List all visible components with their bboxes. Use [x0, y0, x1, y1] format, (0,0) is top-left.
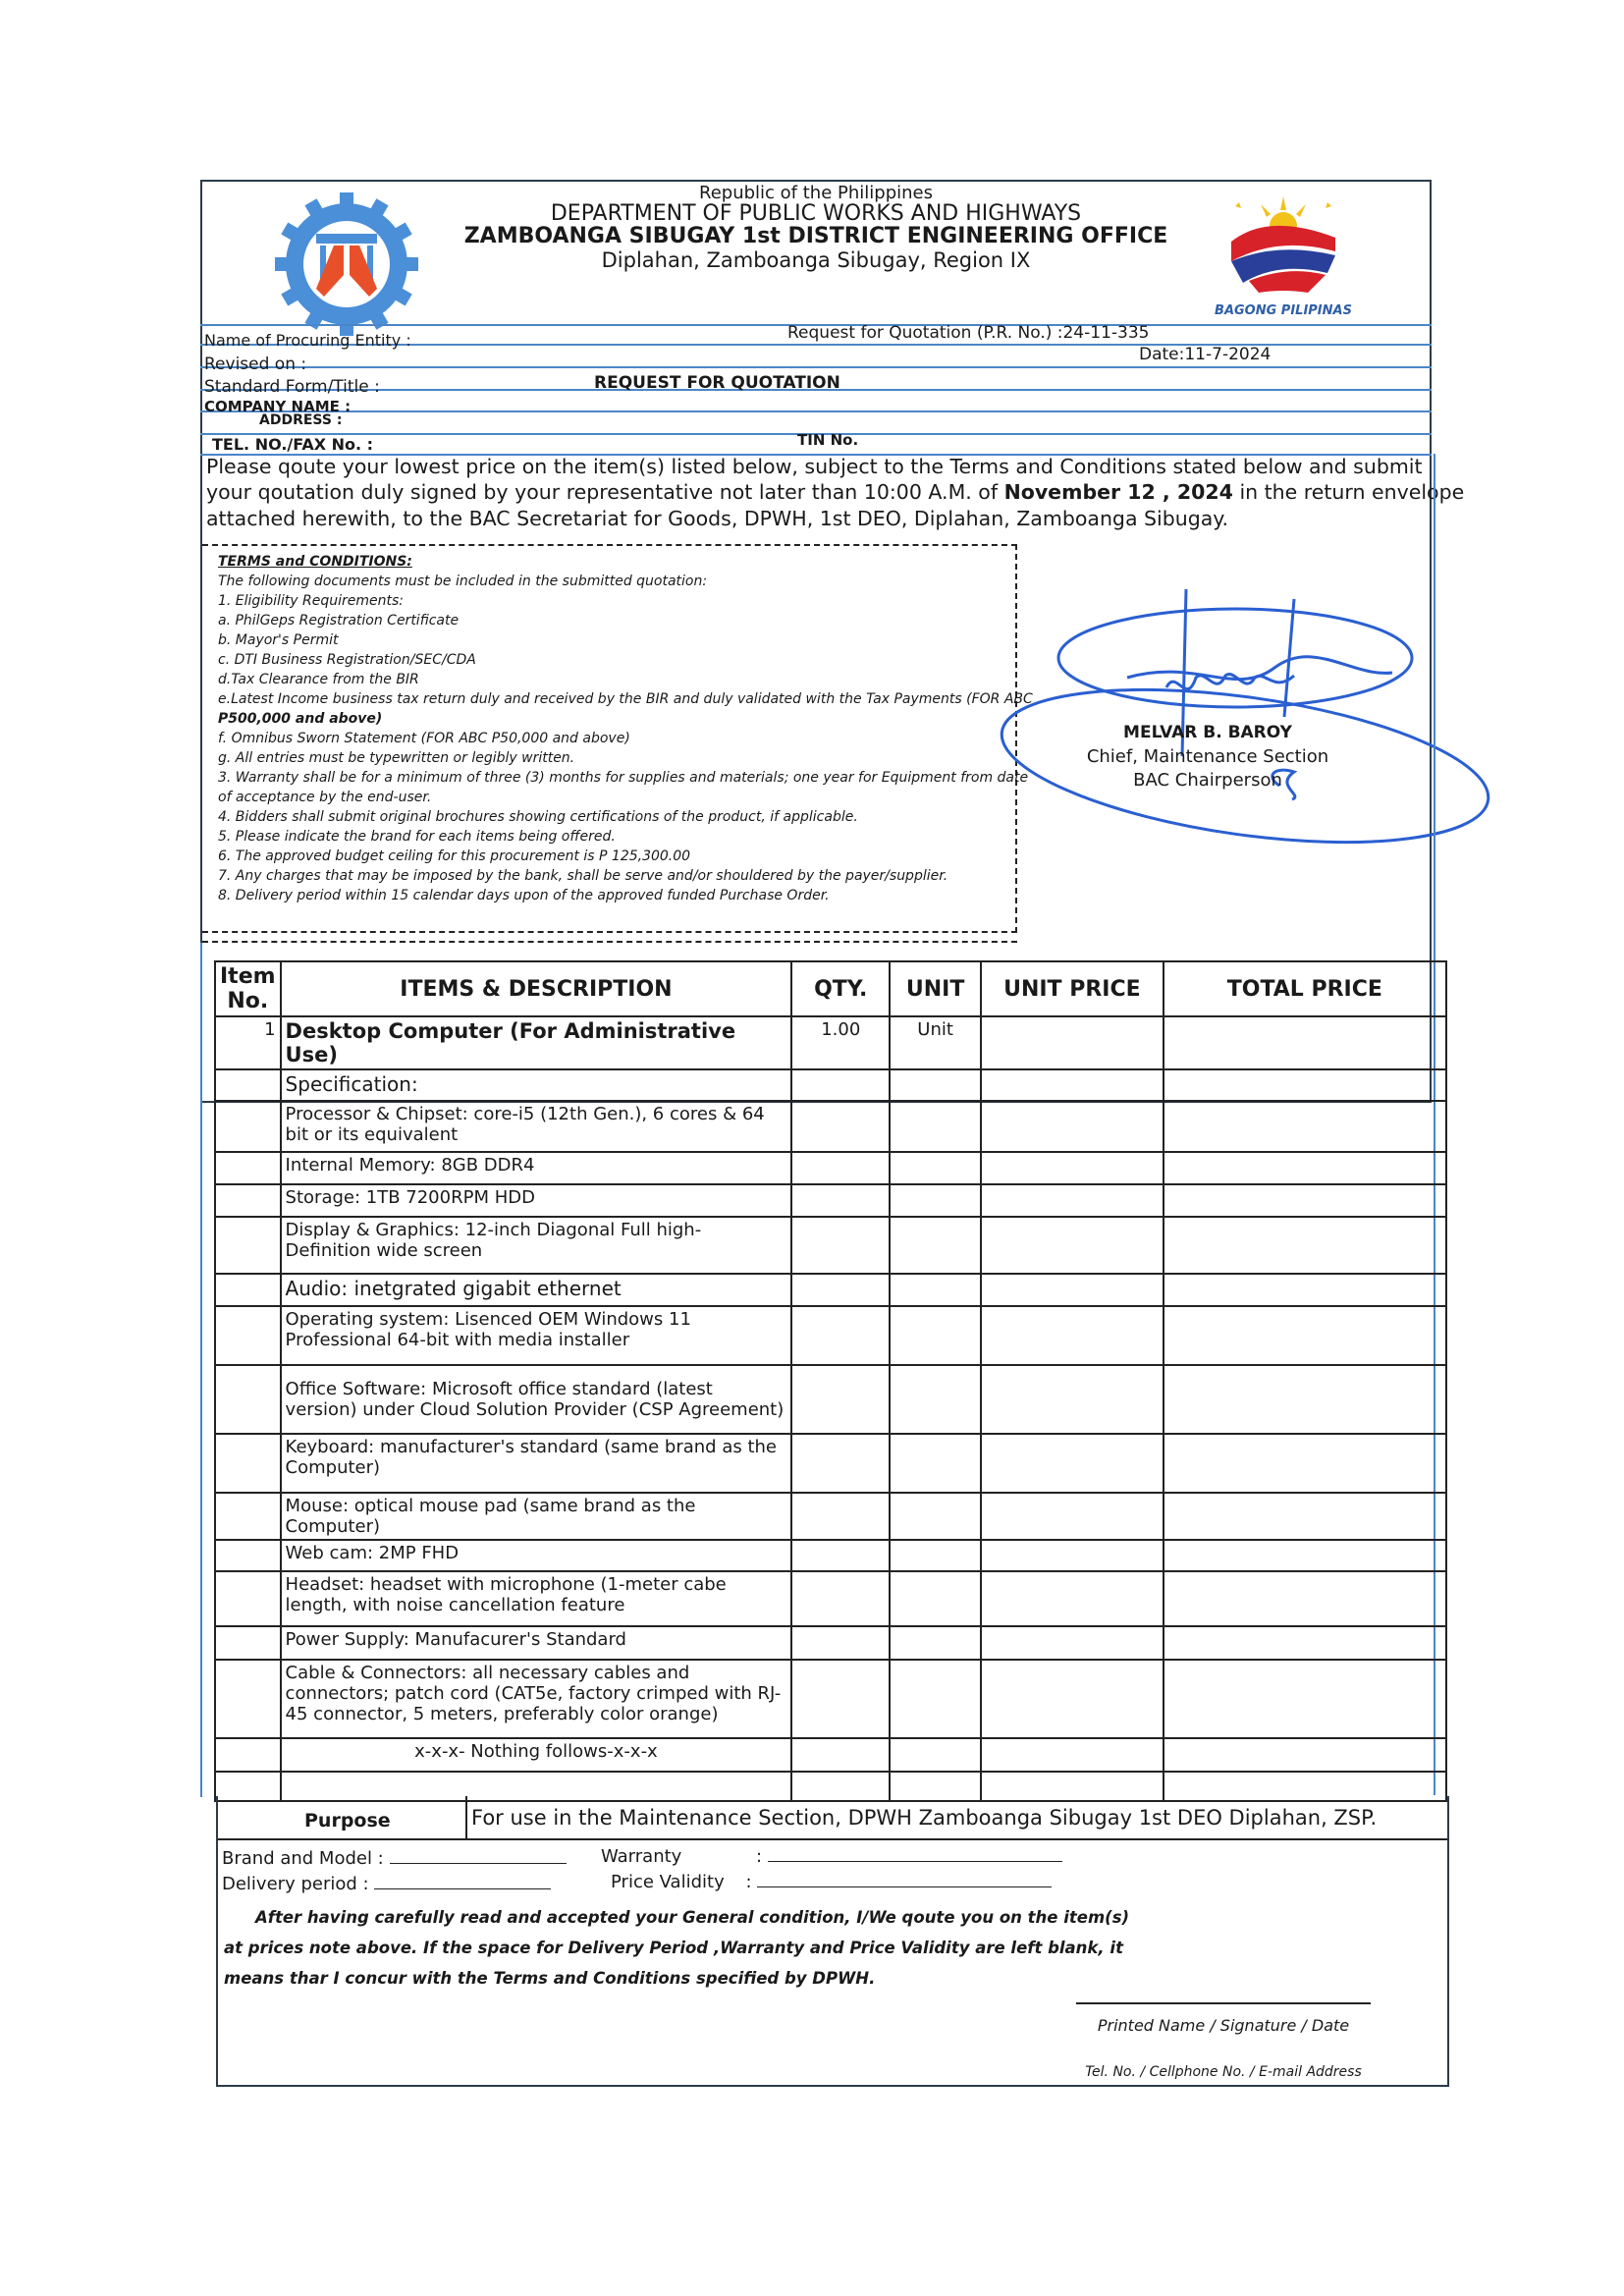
spec-cell: Cable & Connectors: all necessary cables and connectors; patch cord (CAT5e, factory crimped with RJ-45 connector, 5 meters, preferably color orange): [281, 1660, 792, 1738]
acceptance-line-1: After having carefully read and accepted your General condition, I/We qoute you on the item(s): [255, 1908, 1130, 1927]
terms-line: b. Mayor's Permit: [218, 632, 339, 648]
left-rule: [200, 943, 202, 1797]
table-row: [215, 1069, 1446, 1101]
instruction-text-c: in the return envelope: [1232, 480, 1465, 504]
form-label: Standard Form/Title :: [204, 377, 380, 397]
empty-cell: [1164, 1493, 1446, 1540]
empty-cell: [215, 1540, 281, 1571]
validity-colon: :: [745, 1872, 752, 1892]
empty-cell: [791, 1101, 890, 1152]
office-title: ZAMBOANGA SIBUGAY 1st DISTRICT ENGINEERING OFFICE: [463, 224, 1168, 248]
delivery-row: [222, 1871, 551, 1894]
terms-line: The following documents must be included in the submitted quotation:: [218, 574, 708, 589]
brand-row: [222, 1845, 567, 1869]
table-row: [215, 1217, 1446, 1274]
company-label: COMPANY NAME :: [204, 398, 352, 415]
item-no-cell: 1: [215, 1016, 281, 1069]
item-qty-cell: 1.00: [791, 1016, 890, 1069]
empty-cell: [1164, 1626, 1446, 1660]
empty-cell: [215, 1738, 281, 1772]
table-header-row: [215, 961, 1446, 1016]
spec-cell: Headset: headset with microphone (1-meter cabe length, with noise cancellation feature: [281, 1571, 792, 1626]
purpose-text: For use in the Maintenance Section, DPWH Zamboanga Sibugay 1st DEO Diplahan, ZSP.: [471, 1806, 1378, 1830]
empty-cell: [791, 1493, 890, 1540]
terms-line: 6. The approved budget ceiling for this procurement is P 125,300.00: [218, 848, 691, 864]
table-row: [215, 1660, 1446, 1738]
empty-cell: [890, 1493, 981, 1540]
header-unit: UNIT: [890, 961, 981, 1016]
terms-line: 8. Delivery period within 15 calendar days upon of the approved funded Purchase Order.: [218, 888, 830, 903]
empty-cell: [791, 1738, 890, 1772]
header-total-price: TOTAL PRICE: [1164, 961, 1446, 1016]
item-total-price-cell[interactable]: [1164, 1016, 1446, 1069]
terms-line: c. DTI Business Registration/SEC/CDA: [218, 652, 476, 668]
tel-fax-label: TEL. NO./FAX No. :: [212, 435, 374, 454]
signature-line[interactable]: [1076, 2002, 1371, 2004]
table-row: [215, 1152, 1446, 1184]
empty-cell: [981, 1434, 1164, 1493]
date-label: Date:11-7-2024: [1139, 345, 1272, 364]
acceptance-line-2: at prices note above. If the space for Delivery Period ,Warranty and Price Validity are left blank, it: [224, 1939, 1123, 1957]
empty-cell: [890, 1434, 981, 1493]
table-row: [215, 1493, 1446, 1540]
brand-label: Brand and Model :: [222, 1848, 384, 1869]
empty-cell: [1164, 1101, 1446, 1152]
empty-cell: [981, 1660, 1164, 1738]
terms-line: 5. Please indicate the brand for each items being offered.: [218, 829, 616, 845]
spec-cell: Specification:: [281, 1069, 792, 1101]
empty-cell: [791, 1069, 890, 1101]
items-table: [214, 960, 1447, 1802]
revised-label: Revised on :: [204, 355, 307, 374]
department-text: DEPARTMENT OF PUBLIC WORKS AND HIGHWAYS: [550, 201, 1082, 226]
purpose-label: Purpose: [304, 1810, 391, 1831]
spec-cell: Operating system: Lisenced OEM Windows 11 Professional 64-bit with media installer: [281, 1306, 792, 1365]
empty-cell: [791, 1434, 890, 1493]
empty-cell: [215, 1184, 281, 1217]
empty-cell: [981, 1274, 1164, 1306]
empty-cell: [791, 1152, 890, 1184]
empty-cell: [215, 1306, 281, 1365]
empty-cell: [981, 1101, 1164, 1152]
empty-cell: [981, 1493, 1164, 1540]
terms-line: 4. Bidders shall submit original brochures showing certifications of the product, if applicable.: [218, 809, 858, 825]
empty-cell: [890, 1101, 981, 1152]
warranty-field[interactable]: [768, 1843, 1062, 1862]
header-qty: QTY.: [791, 961, 890, 1016]
table-row: [215, 1540, 1446, 1571]
empty-cell: [981, 1184, 1164, 1217]
empty-cell: [890, 1540, 981, 1571]
empty-cell: [1164, 1274, 1446, 1306]
validity-label: Price Validity: [611, 1872, 725, 1892]
validity-field[interactable]: [757, 1869, 1052, 1887]
tin-label: TIN No.: [797, 431, 859, 449]
table-row: [215, 1274, 1446, 1306]
spec-cell: Processor & Chipset: core-i5 (12th Gen.), 6 cores & 64 bit or its equivalent: [281, 1101, 792, 1152]
empty-cell: [1164, 1184, 1446, 1217]
signatory-name: MELVAR B. BAROY: [1123, 723, 1292, 742]
terms-line: P500,000 and above): [218, 711, 383, 727]
terms-box: [202, 544, 1033, 933]
warranty-row: [601, 1843, 1062, 1867]
empty-cell: [215, 1626, 281, 1660]
procuring-entity-label: Name of Procuring Entity :: [204, 331, 411, 350]
empty-cell: [1164, 1571, 1446, 1626]
empty-cell: [215, 1217, 281, 1274]
spec-cell: Mouse: optical mouse pad (same brand as the Computer): [281, 1493, 792, 1540]
table-row: [215, 1365, 1446, 1434]
empty-cell: [791, 1274, 890, 1306]
empty-cell: [890, 1626, 981, 1660]
republic-text: Republic of the Philippines: [699, 183, 933, 203]
empty-cell: [215, 1069, 281, 1101]
terms-line: f. Omnibus Sworn Statement (FOR ABC P50,000 and above): [218, 731, 630, 746]
rfq-number: Request for Quotation (P.R. No.) :24-11-335: [787, 323, 1150, 343]
empty-cell: [1164, 1434, 1446, 1493]
empty-cell: [981, 1217, 1164, 1274]
empty-cell: [791, 1571, 890, 1626]
header-unit-price: UNIT PRICE: [981, 961, 1164, 1016]
empty-cell: [1164, 1365, 1446, 1434]
empty-cell: [890, 1069, 981, 1101]
contact-label: Tel. No. / Cellphone No. / E-mail Address: [1085, 2064, 1362, 2080]
deadline-date: November 12 , 2024: [1003, 480, 1233, 504]
empty-cell: [215, 1101, 281, 1152]
terms-line: g. All entries must be typewritten or legibly written.: [218, 750, 575, 766]
empty-cell: [215, 1493, 281, 1540]
address-label: ADDRESS :: [259, 412, 343, 428]
empty-cell: [791, 1217, 890, 1274]
terms-line: 3. Warranty shall be for a minimum of three (3) months for supplies and materials; one year for Equipment from date: [218, 770, 1029, 786]
empty-cell: [890, 1660, 981, 1738]
spec-cell: Power Supply: Manufacurer's Standard: [281, 1626, 792, 1660]
terms-line: d.Tax Clearance from the BIR: [218, 672, 419, 687]
spec-cell: Web cam: 2MP FHD: [281, 1540, 792, 1571]
empty-cell: [981, 1152, 1164, 1184]
empty-cell: [1164, 1069, 1446, 1101]
empty-cell: [791, 1540, 890, 1571]
signatory-role: BAC Chairperson: [1133, 770, 1282, 791]
empty-cell: [215, 1365, 281, 1434]
spec-cell: Office Software: Microsoft office standard (latest version) under Cloud Solution Provider (CSP Agreement): [281, 1365, 792, 1434]
empty-cell: [1164, 1738, 1446, 1772]
nothing-follows-cell: x-x-x- Nothing follows-x-x-x: [281, 1738, 792, 1772]
table-row: [215, 1738, 1446, 1772]
table-row: [215, 1571, 1446, 1626]
empty-cell: [890, 1306, 981, 1365]
header-item-no-line-1: Item: [220, 964, 276, 989]
signatory-position: Chief, Maintenance Section: [1086, 746, 1329, 767]
location-text: Diplahan, Zamboanga Sibugay, Region IX: [601, 248, 1031, 272]
empty-cell: [791, 1626, 890, 1660]
item-description-cell: Desktop Computer (For Administrative Use): [281, 1016, 792, 1069]
terms-line: a. PhilGeps Registration Certificate: [218, 613, 460, 629]
empty-cell: [215, 1152, 281, 1184]
empty-cell: [981, 1540, 1164, 1571]
terms-bottom-rule: [202, 941, 1017, 943]
spec-cell: Display & Graphics: 12-inch Diagonal Full high-Definition wide screen: [281, 1217, 792, 1274]
delivery-field[interactable]: [374, 1871, 551, 1889]
table-row: [215, 1626, 1446, 1660]
instruction-line-1: Please qoute your lowest price on the item(s) listed below, subject to the Terms and Conditions stated below and submit: [206, 455, 1423, 478]
validity-row: [611, 1869, 1052, 1892]
table-row: [215, 1101, 1446, 1152]
empty-cell: [791, 1660, 890, 1738]
header-item-no: [215, 961, 281, 1016]
terms-line: 1. Eligibility Requirements:: [218, 593, 404, 609]
terms-line: 7. Any charges that may be imposed by the bank, shall be serve and/or shouldered by the payer/supplier.: [218, 868, 948, 884]
terms-line: e.Latest Income business tax return duly and received by the BIR and duly validated with the Tax Payments (FOR ABC: [218, 691, 1033, 707]
spec-cell: Storage: 1TB 7200RPM HDD: [281, 1184, 792, 1217]
info-rule: [200, 366, 1432, 368]
empty-cell: [890, 1274, 981, 1306]
table-row: [215, 1306, 1446, 1365]
empty-cell: [1164, 1306, 1446, 1365]
empty-cell: [981, 1069, 1164, 1101]
instruction-text-a: your qoutation duly signed by your representative not later than 10:00 A.M. of: [206, 480, 1004, 504]
spec-cell: Keyboard: manufacturer's standard (same brand as the Computer): [281, 1434, 792, 1493]
terms-line: of acceptance by the end-user.: [218, 790, 432, 805]
empty-cell: [890, 1571, 981, 1626]
empty-cell: [890, 1738, 981, 1772]
empty-cell: [981, 1626, 1164, 1660]
header-item-no-line-2: No.: [227, 989, 269, 1013]
empty-cell: [981, 1738, 1164, 1772]
empty-cell: [981, 1571, 1164, 1626]
footer-block: [216, 1796, 1449, 2087]
header-description: ITEMS & DESCRIPTION: [281, 961, 792, 1016]
table-row: [215, 1016, 1446, 1069]
instruction-line-2: [206, 480, 1464, 504]
signature-label: Printed Name / Signature / Date: [1097, 2016, 1350, 2035]
info-rule: [200, 410, 1432, 412]
acceptance-line-3: means thar I concur with the Terms and Conditions specified by DPWH.: [224, 1969, 876, 1988]
warranty-colon: :: [756, 1846, 763, 1867]
terms-title: TERMS and CONDITIONS:: [218, 554, 412, 570]
table-row: [215, 1184, 1446, 1217]
instruction-line-3: attached herewith, to the BAC Secretariat for Goods, DPWH, 1st DEO, Diplahan, Zamboanga Sibugay.: [206, 507, 1229, 530]
spec-cell: Audio: inetgrated gigabit ethernet: [281, 1274, 792, 1306]
empty-cell: [1164, 1660, 1446, 1738]
empty-cell: [890, 1365, 981, 1434]
warranty-label: Warranty: [601, 1846, 682, 1867]
item-unit-price-cell[interactable]: [981, 1016, 1164, 1069]
empty-cell: [791, 1184, 890, 1217]
empty-cell: [791, 1365, 890, 1434]
empty-cell: [791, 1306, 890, 1365]
brand-field[interactable]: [390, 1845, 567, 1864]
empty-cell: [890, 1217, 981, 1274]
spec-cell: Internal Memory: 8GB DDR4: [281, 1152, 792, 1184]
empty-cell: [981, 1306, 1164, 1365]
delivery-label: Delivery period :: [222, 1874, 369, 1894]
table-row: [215, 1434, 1446, 1493]
empty-cell: [1164, 1152, 1446, 1184]
empty-cell: [215, 1571, 281, 1626]
empty-cell: [215, 1434, 281, 1493]
empty-cell: [890, 1184, 981, 1217]
empty-cell: [890, 1152, 981, 1184]
empty-cell: [1164, 1217, 1446, 1274]
item-unit-cell: Unit: [890, 1016, 981, 1069]
empty-cell: [215, 1274, 281, 1306]
empty-cell: [1164, 1540, 1446, 1571]
right-logo-caption: BAGONG PILIPINAS: [1215, 303, 1352, 318]
empty-cell: [215, 1660, 281, 1738]
empty-cell: [981, 1365, 1164, 1434]
form-title: REQUEST FOR QUOTATION: [594, 373, 840, 393]
